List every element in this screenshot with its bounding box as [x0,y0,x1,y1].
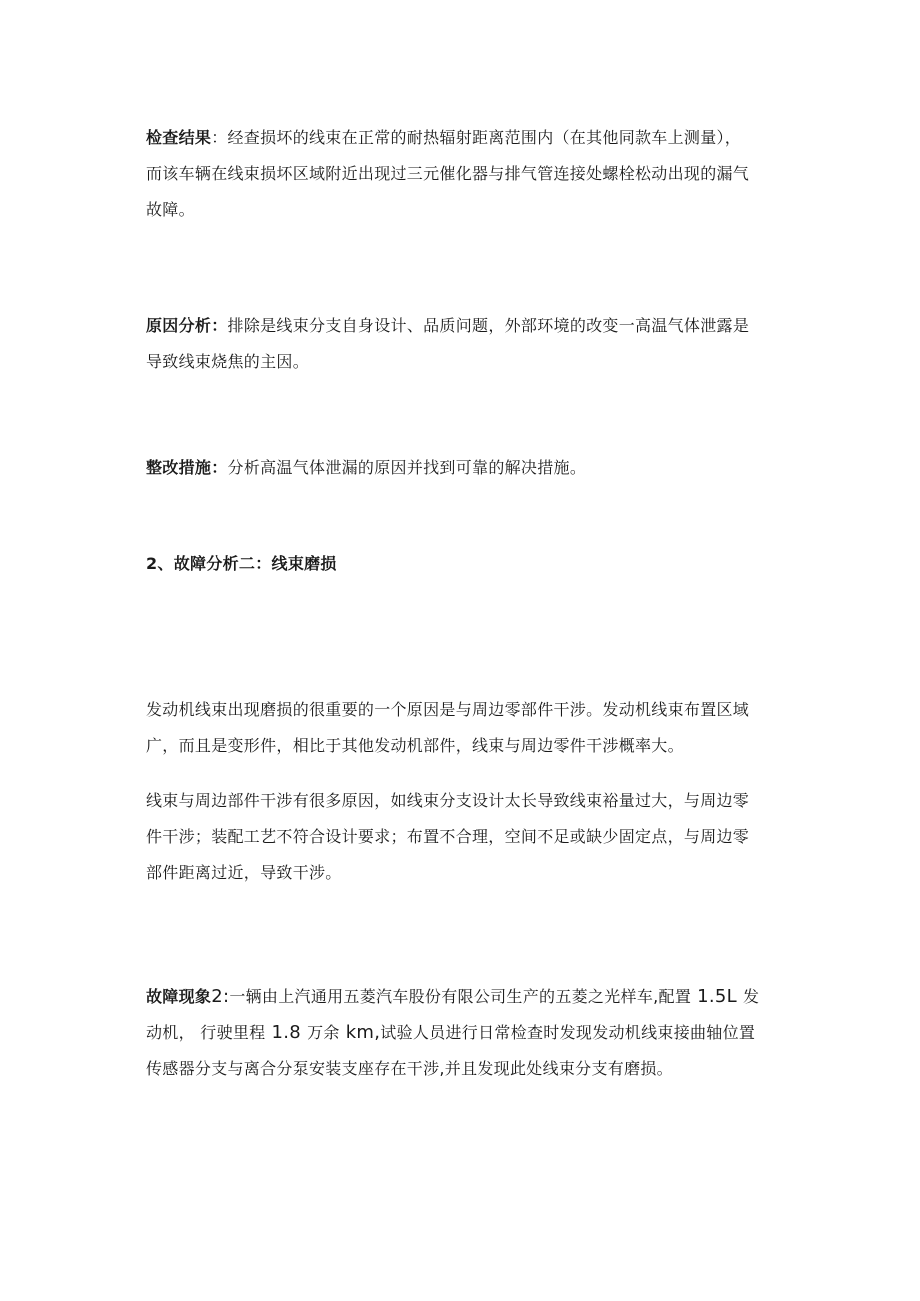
inspection-result-paragraph [146,120,786,228]
inspection-result-text-3: 故障。 [146,200,195,219]
cause-analysis-text-2: 导致线束烧焦的主因。 [146,352,310,371]
fault-phenomenon-paragraph: 故障现象2:一辆由上汽通用五菱汽车股份有限公司生产的五菱之光样车,配置 1.5L 发 动机， 行驶里程 1.8 万余 km,试验人员进行日常检查时发现发动机线束接曲轴位置 传感器分支与离合分泵安装支座存在干涉,并且发现此处线束分支有磨损。 [146,979,786,1087]
corrective-measures-paragraph [146,450,786,486]
interference-reasons-text-2: 件干涉；装配工艺不符合设计要求；布置不合理，空间不足或缺少固定点，与周边零 [146,827,750,846]
fault-phenomenon-label: 故障现象 [146,987,212,1006]
interference-reasons-text-3: 部件距离过近，导致干涉。 [146,863,342,882]
wear-cause-paragraph [146,692,786,764]
inspection-result-text-2: 而该车辆在线束损坏区域附近出现过三元催化器与排气管连接处螺栓松动出现的漏气 [146,164,750,183]
interference-reasons-text-1: 线束与周边部件干涉有很多原因，如线束分支设计太长导致线束裕量过大，与周边零 [146,791,750,810]
fault-phenomenon-text-2: 动机， 行驶里程 1.8 万余 km,试验人员进行日常检查时发现发动机线束接曲轴位置 [146,1022,756,1043]
corrective-measures-label: 整改措施： [146,458,228,477]
section-2-heading-block [146,546,786,582]
wear-cause-text-1: 发动机线束出现磨损的很重要的一个原因是与周边零部件干涉。发动机线束布置区域 [146,700,750,719]
cause-analysis-text-1: 排除是线束分支自身设计、品质问题，外部环境的改变一高温气体泄露是 [227,316,750,335]
corrective-measures-text: 分析高温气体泄漏的原因并找到可靠的解决措施。 [227,458,587,477]
interference-reasons-paragraph [146,783,786,891]
inspection-result-text-1: ：经查损坏的线束在正常的耐热辐射距离范围内（在其他同款车上测量）， [211,128,742,147]
fault-phenomenon-text-3: 传感器分支与离合分泵安装支座存在干涉,并且发现此处线束分支有磨损。 [146,1059,673,1078]
wear-cause-text-2: 广，而且是变形件，相比于其他发动机部件，线束与周边零件干涉概率大。 [146,736,684,755]
inspection-result-label: 检查结果 [146,128,212,147]
section-2-heading: 2、故障分析二：线束磨损 [146,554,337,573]
cause-analysis-paragraph [146,308,786,380]
cause-analysis-label: 原因分析： [146,316,228,335]
